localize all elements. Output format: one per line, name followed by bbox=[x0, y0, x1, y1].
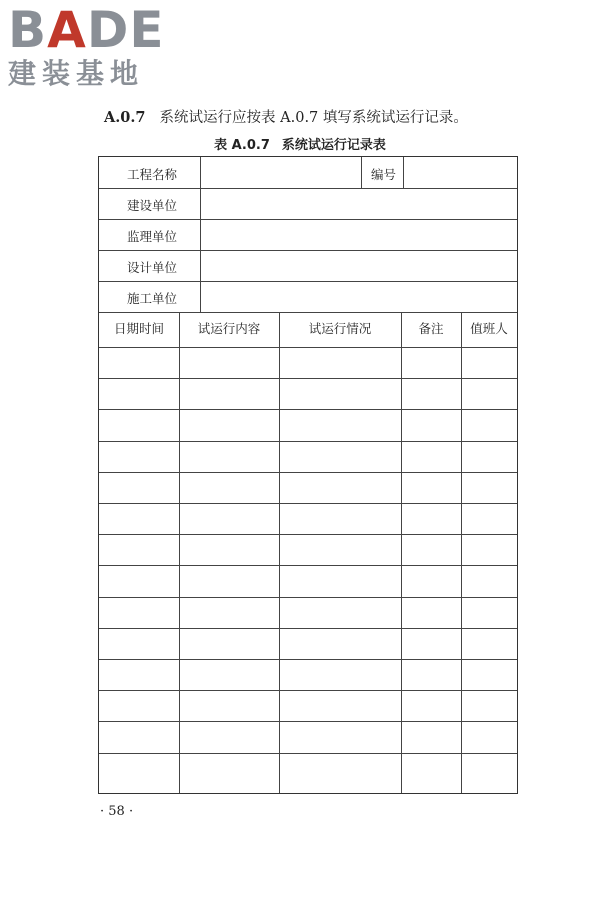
info-label: 建设单位 bbox=[127, 198, 178, 213]
code-cell-line-right bbox=[403, 157, 404, 188]
info-label: 施工单位 bbox=[127, 291, 178, 306]
clause-paragraph bbox=[104, 106, 468, 127]
column-header: 日期时间 bbox=[113, 321, 164, 336]
clause-text: 系统试运行应按表 A.0.7 填写系统试运行记录。 bbox=[159, 110, 468, 126]
header-top-line bbox=[99, 312, 517, 313]
logo-wordmark bbox=[8, 1, 176, 59]
column-header: 试运行内容 bbox=[197, 321, 261, 336]
code-label: 编号 bbox=[371, 167, 397, 182]
info-row-divider bbox=[99, 281, 517, 282]
table-number: 表 A.0.7 bbox=[214, 138, 270, 153]
column-header: 值班人 bbox=[470, 321, 508, 336]
info-row-divider bbox=[99, 250, 517, 251]
log-row-line bbox=[99, 628, 517, 629]
logo-letter-a: A bbox=[47, 1, 87, 59]
info-label: 工程名称 bbox=[127, 167, 178, 182]
table-caption bbox=[0, 134, 600, 153]
column-header: 试运行情况 bbox=[308, 321, 372, 336]
info-label: 设计单位 bbox=[127, 260, 178, 275]
clause-number: A.0.7 bbox=[104, 109, 146, 126]
log-row-line bbox=[99, 753, 517, 754]
table-title: 系统试运行记录表 bbox=[281, 138, 386, 153]
logo-subtitle: 建装基地 bbox=[8, 57, 145, 90]
info-label-column-line bbox=[200, 157, 201, 312]
log-row-line bbox=[99, 472, 517, 473]
log-row-line bbox=[99, 565, 517, 566]
log-row-line bbox=[99, 659, 517, 660]
header-bottom-line bbox=[99, 347, 517, 348]
logo bbox=[8, 1, 176, 90]
log-row-line bbox=[99, 534, 517, 535]
log-row-line bbox=[99, 721, 517, 722]
info-label: 监理单位 bbox=[127, 229, 178, 244]
record-table bbox=[98, 156, 518, 794]
log-row-line bbox=[99, 690, 517, 691]
logo-letters-de: DE bbox=[86, 1, 165, 59]
log-row-line bbox=[99, 378, 517, 379]
page-number: · 58 · bbox=[100, 804, 134, 819]
logo-letter-b: B bbox=[8, 1, 48, 59]
info-row-divider bbox=[99, 188, 517, 189]
info-row-divider bbox=[99, 219, 517, 220]
code-cell-line-left bbox=[361, 157, 362, 188]
log-row-line bbox=[99, 441, 517, 442]
log-row-line bbox=[99, 597, 517, 598]
column-header: 备注 bbox=[418, 321, 444, 336]
log-row-line bbox=[99, 503, 517, 504]
log-row-line bbox=[99, 409, 517, 410]
